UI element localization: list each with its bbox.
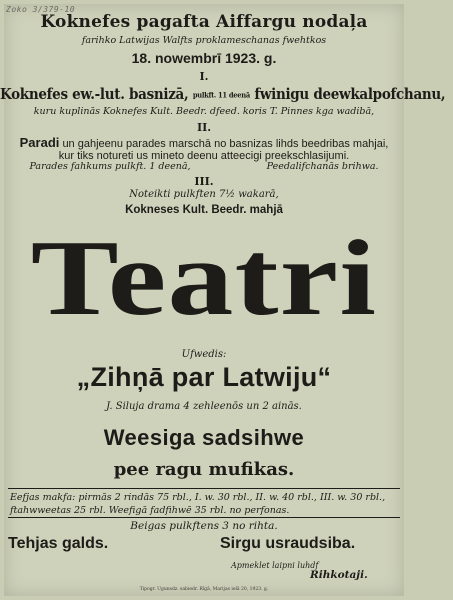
end-time: Beigas pulkftens 3 no rihta. (130, 520, 278, 532)
section-numeral-2: II. (196, 121, 212, 134)
section-numeral-3: III. (194, 175, 214, 188)
parade-block (0, 135, 408, 162)
parade-word: Paradi (19, 135, 60, 150)
invitation-note: Apmeklet laipni luhdf (231, 561, 319, 570)
parade-start-right: Peedalifchanās brihwa. (266, 161, 379, 172)
divider-top (8, 488, 400, 489)
poster-title: Koknefes pagafta Aiffargu nodaļa (40, 12, 368, 32)
divider-bottom (8, 517, 400, 518)
headline-teatri: Teatri (30, 219, 378, 338)
parade-text-1: un gahjeenu parades marschā no basnizas lihds beedribas mahjai, (62, 138, 389, 150)
staged-label: Ufwedis: (181, 349, 227, 360)
parade-start-line (0, 161, 408, 172)
printer-imprint: Tipogr. Ugunsdz. sabiedr. Rīgā, Marijas ielā 20, 1923. g. (139, 587, 269, 592)
event-date: 18. nowembrī 1923. g. (131, 50, 277, 66)
church-time: pulkft. 11 deenā (192, 90, 250, 100)
play-title: „Zihņā par Latwiju“ (76, 362, 332, 392)
evening-time: Noteikti pulkften 7½ wakarā, (129, 189, 279, 200)
organizers-signature: Rihkotaji. (310, 569, 368, 581)
parade-start-left: Parades fahkums pulkft. 1 deenā, (29, 161, 191, 172)
parade-line-1 (0, 135, 408, 150)
buffet-note: Tehjas galds. (8, 535, 109, 552)
ticket-prices (10, 492, 400, 517)
archive-mark: Zoko 3/379-10 (6, 5, 76, 14)
horse-guard-note: Sirgu usraudsiba. (220, 535, 356, 552)
venue: Kokneses Kult. Beedr. mahjā (125, 204, 283, 216)
church-right: fwinigu deewkalpofchanu, (254, 85, 446, 103)
church-left: Koknefes ew.-lut. basnizā, (0, 85, 189, 103)
music-line: pee ragu mufikas. (113, 459, 295, 480)
prices-line-1: Eefjas makfa: pirmās 2 rindās 75 rbl., I. w. 30 rbl., II. w. 40 rbl., III. w. 30 rbl., (10, 492, 386, 503)
play-author: J. Siluja drama 4 zehleenōs un 2 ainās. (106, 401, 302, 412)
choir-line: kuru kuplinās Koknefes Kult. Beedr. dfeed. koris T. Pinnes kga wadibā, (33, 106, 375, 117)
prices-line-2: ftahwweetas 25 rbl. Weefigā fadfihwē 35 rbl. no perfonas. (10, 504, 290, 516)
church-service-line (0, 85, 446, 103)
parade-line-2: kur tiks notureti us mineto deenu atteecigi preekschlasijumi. (58, 150, 350, 162)
poster-subtitle: farihko Latwijas Walfts proklameschanas fwehtkos (81, 35, 327, 46)
section-numeral-1: I. (199, 70, 209, 83)
party-heading: Weesiga sadsihwe (103, 425, 305, 450)
